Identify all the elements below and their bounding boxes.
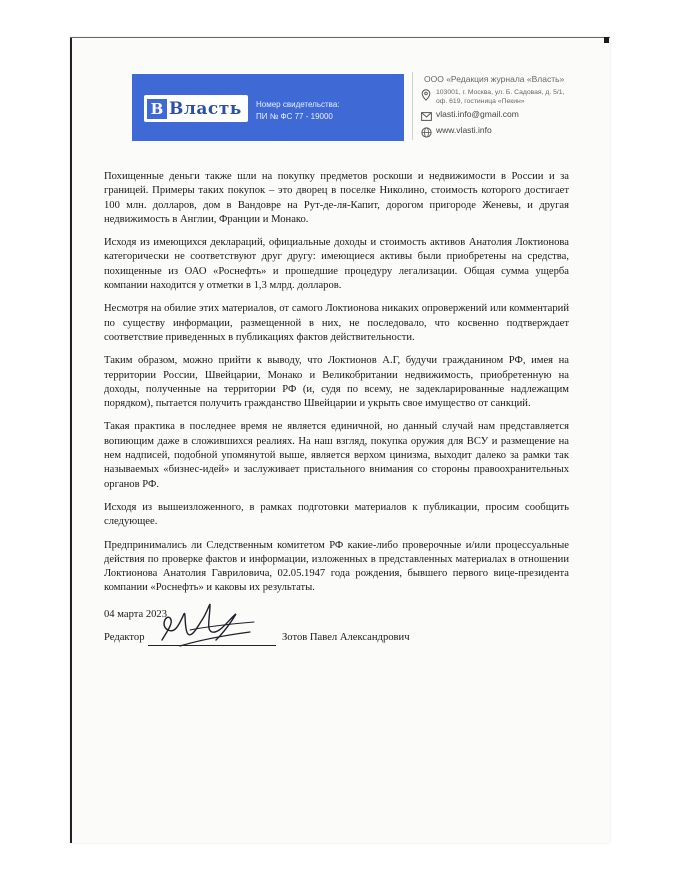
signer-name: Зотов Павел Александрович	[282, 632, 410, 643]
letter-body	[104, 170, 569, 605]
certificate-value: ПИ № ФС 77 - 19000	[256, 112, 333, 121]
website-link[interactable]: www.vlasti.info	[436, 125, 492, 135]
location-pin-icon	[420, 89, 432, 101]
letter-date: 04 марта 2023	[104, 609, 168, 620]
paragraph: Исходя из имеющихся деклараций, официальные доходы и стоимость активов Анатолия Локтионова категорически не соответствуют друг другу: имеющиеся активы были приобретены на средства, похищенные из ОАО «Роснефть» и прошедшие процедуру легализации. Общая сумма ущерба компании находится у отметки в 1,3 млрд. долларов.	[104, 237, 569, 292]
scan-edge-top	[70, 37, 610, 38]
header-divider	[412, 72, 413, 140]
logo-icon: В	[147, 99, 167, 119]
scan-mark	[604, 37, 609, 43]
certificate-label: Номер свидетельства:	[256, 100, 340, 109]
handwritten-signature	[150, 600, 260, 652]
paragraph: Таким образом, можно прийти к выводу, что Локтионов А.Г, будучи гражданином РФ, имея на территории России, Швейцарии, Монако и Великобритании недвижимость, приобретенную на доходы, полученные на территории РФ (и, судя по всему, не задекларированные надлежащим порядком), пытается получить гражданство Швейцарии и укрыть свое имущество от санкций.	[104, 355, 569, 410]
paragraph: Такая практика в последнее время не является единичной, но данный случай нам представляется вопиющим даже в сложившихся реалиях. На наш взгляд, покупка оружия для ВСУ и размещение на нем надписей, подобной упомянутой выше, является верхом цинизма, выходит далеко за рамки так называемых «бизнес-идей» и заслуживает пристального внимания со стороны правоохранительных органов РФ.	[104, 421, 569, 490]
logo-text: Власть	[169, 98, 242, 119]
signer-role: Редактор	[104, 632, 145, 643]
certificate-number	[256, 99, 340, 123]
paragraph: Похищенные деньги также шли на покупку предметов роскоши и недвижимости в России и за границей. Примеры таких покупок – это дворец в поселке Николино, стоимость которого достигает 100 млн. долларов, дом в Вандовре на Рут-де-ля-Капит, дорогом пригороде Женевы, и другая недвижимость в Англии, Франции и Монако.	[104, 171, 569, 225]
paragraph: Предпринимались ли Следственным комитетом РФ какие-либо проверочные и/или процессуальные действия по проверке фактов и информации, изложенных в представленных материалах в отношении Локтионова Анатолия Гавриловича, 02.05.1947 года рождения, бывшего первого вице-президента компании «Роснефть» и каковы их результаты.	[104, 539, 569, 594]
contact-block	[420, 74, 610, 138]
address-line: 103001, г. Москва, ул. Б. Садовая, д. 5/1,	[436, 89, 565, 96]
mail-icon	[420, 110, 432, 122]
company-name: ООО «Редакция журнала «Власть»	[424, 74, 565, 84]
address-line: оф. 619, гостиница «Пекин»	[436, 98, 525, 105]
logo	[144, 95, 248, 122]
scan-edge	[70, 37, 72, 843]
paragraph: Несмотря на обилие этих материалов, от самого Локтионова никаких опровержений или комментарий по существу информации, размещенной в них, не последовало, что косвенно подтверждает соответствие приведенных в публикациях фактов действительности.	[104, 303, 569, 343]
email-link[interactable]: vlasti.info@gmail.com	[436, 109, 519, 119]
address	[436, 88, 564, 106]
globe-icon	[420, 126, 432, 138]
paragraph: Исходя из вышеизложенного, в рамках подготовки материалов к публикации, просим сообщить следующее.	[104, 501, 569, 528]
